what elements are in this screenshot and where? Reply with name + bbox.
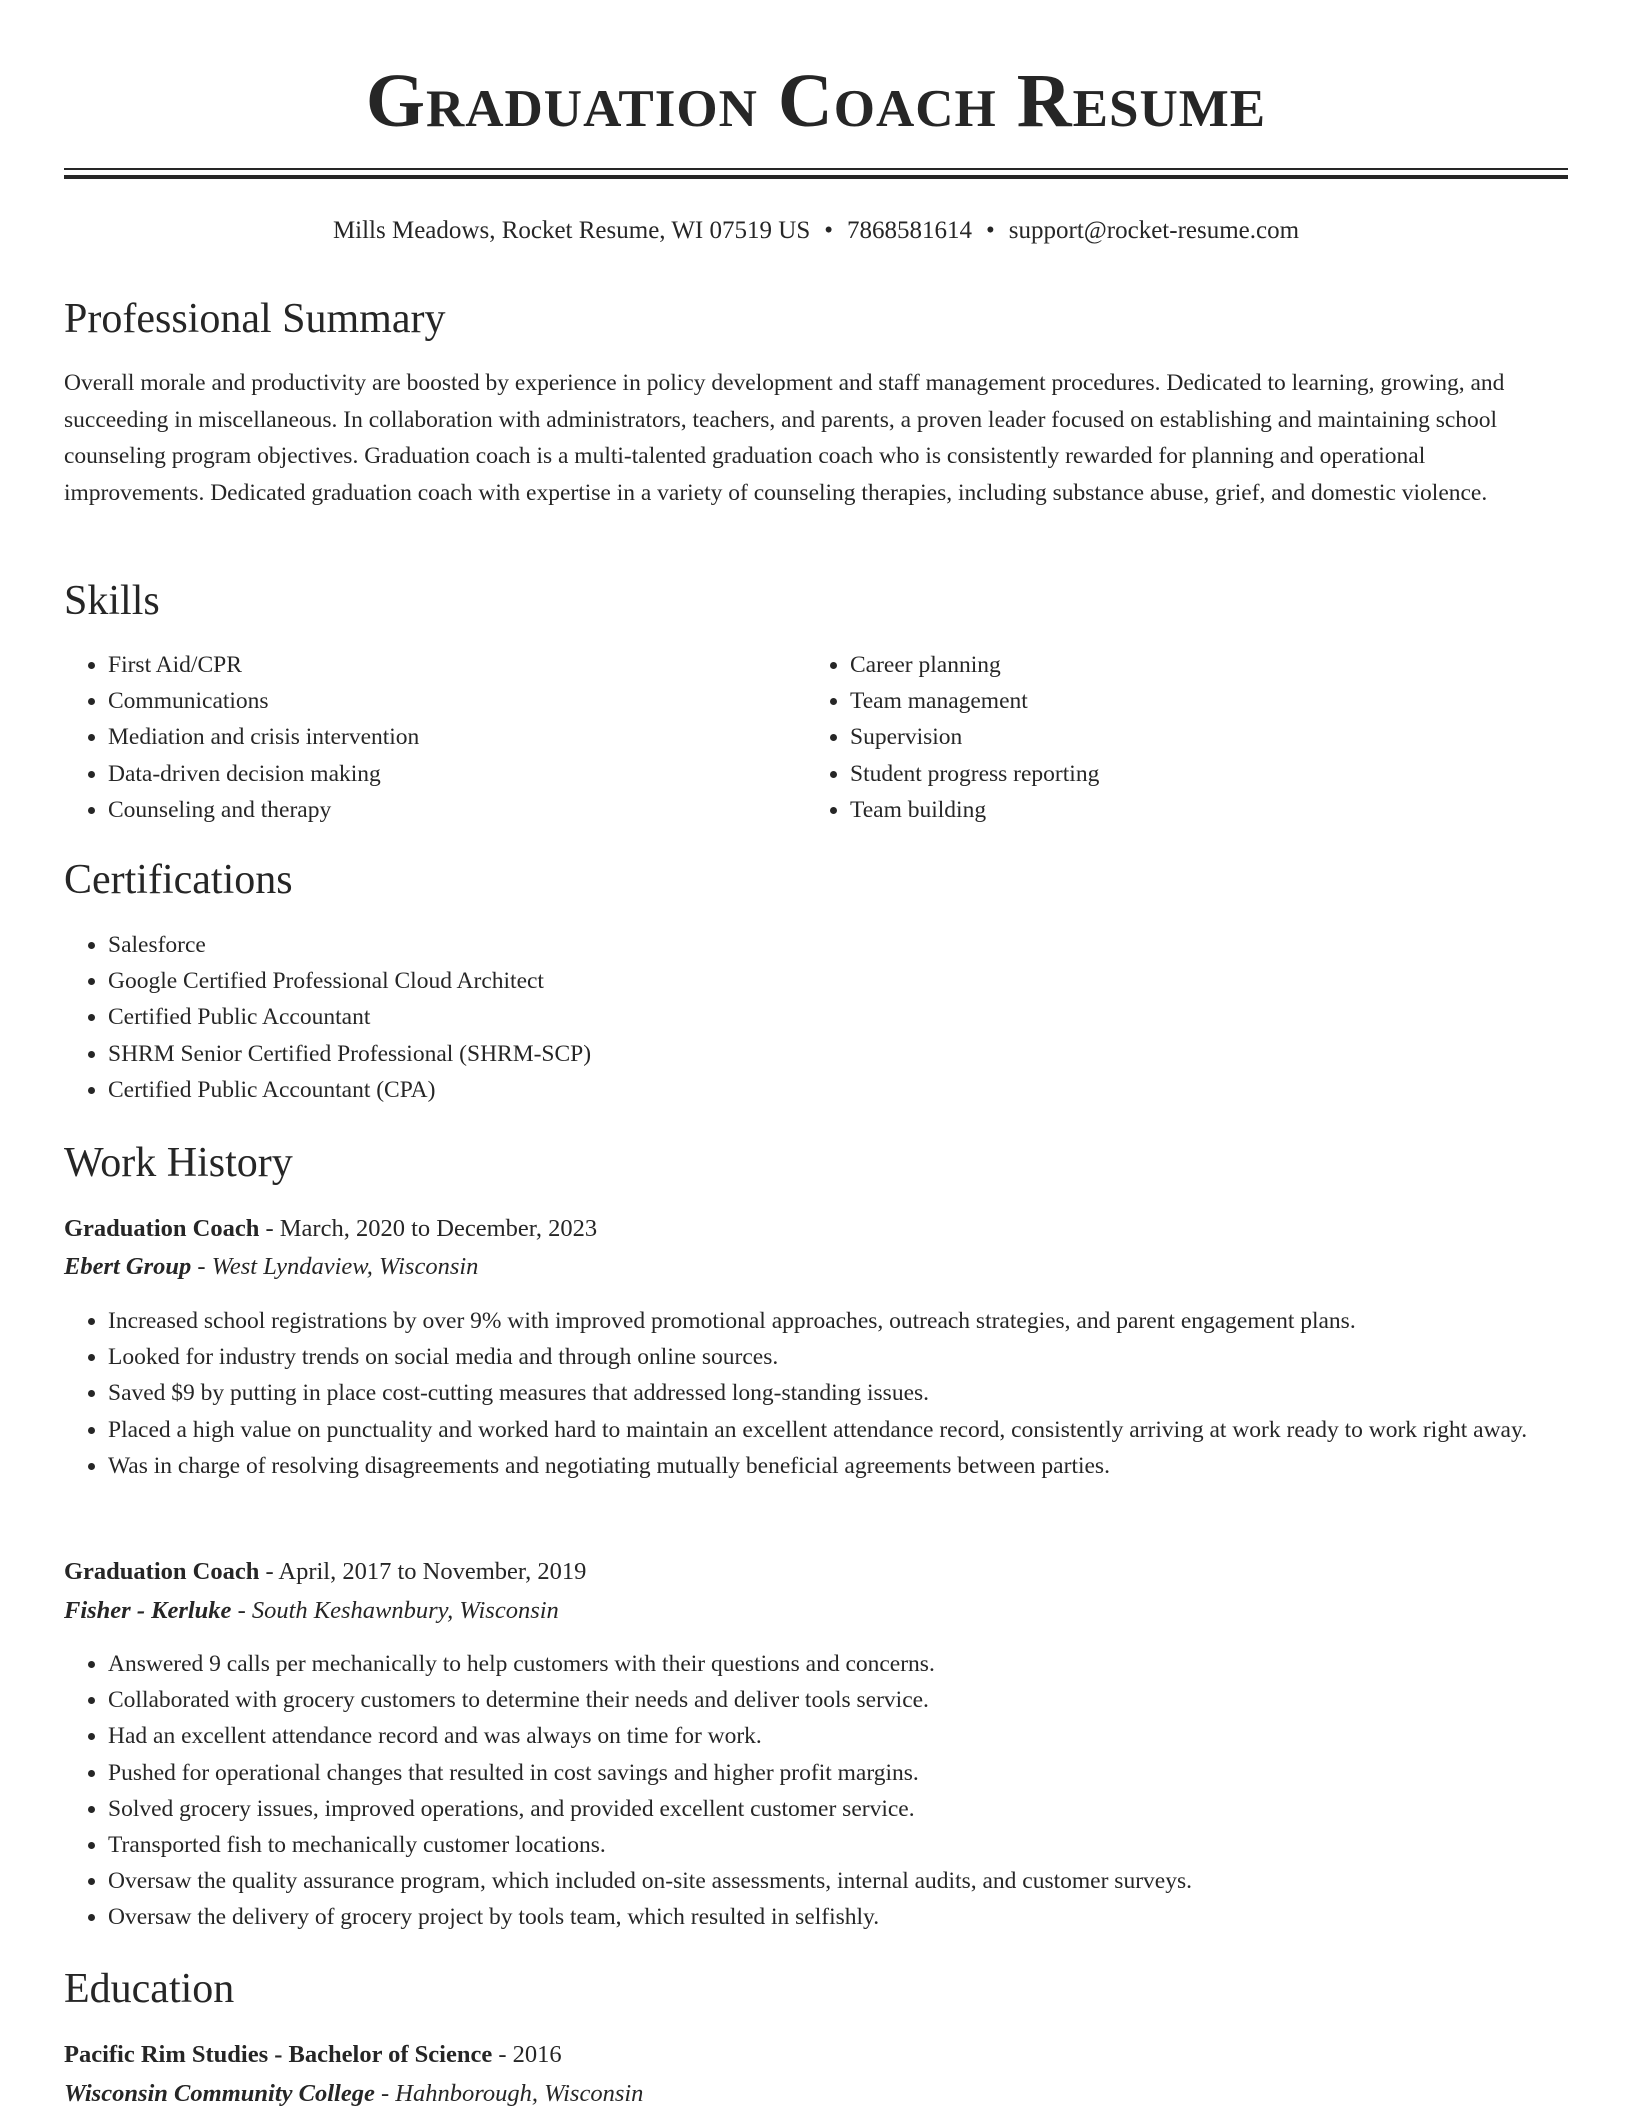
job-location: - West Lyndaview, Wisconsin bbox=[191, 1253, 479, 1280]
resume-title: Graduation Coach Resume bbox=[365, 59, 1267, 143]
contact-email: support@rocket-resume.com bbox=[1008, 217, 1300, 244]
job-company: Ebert Group bbox=[64, 1253, 192, 1280]
job-bullet: • Oversaw the delivery of grocery project by tools team, which resulted in selfishly. bbox=[108, 1899, 1568, 1935]
job-bullet: • Answered 9 calls per mechanically to help customers with their questions and concerns. bbox=[108, 1646, 1568, 1682]
job-title-line bbox=[64, 1554, 1568, 1590]
education-degree: Pacific Rim Studies - Bachelor of Science bbox=[64, 2041, 493, 2068]
certifications-list bbox=[64, 927, 1568, 1108]
certification-item: • Certified Public Accountant (CPA) bbox=[108, 1072, 1568, 1108]
summary-text: Overall morale and productivity are boosted by experience in policy development and staff management procedures. Dedicated to learning, growing, and succeeding in miscellaneous. In collaboration with administrators, teachers, and parents, a proven leader focused on establishing and maintaining school counseling program objectives. Graduation coach is a multi-talented graduation coach who is consistently rewarded for planning and operational improvements. Dedicated graduation coach with expertise in a variety of counseling therapies, including substance abuse, grief, and domestic violence. bbox=[64, 370, 1505, 506]
job-bullet: • Was in charge of resolving disagreements and negotiating mutually beneficial agreements between parties. bbox=[108, 1448, 1568, 1484]
skill-item: • Team management bbox=[850, 683, 1550, 719]
skill-item: • Team building bbox=[850, 792, 1550, 828]
job-bullets bbox=[64, 1303, 1568, 1484]
job-bullet: • Transported fish to mechanically customer locations. bbox=[108, 1827, 1568, 1863]
job-bullet: • Saved $9 by putting in place cost-cutting measures that addressed long-standing issues. bbox=[108, 1375, 1568, 1411]
skills-list-left bbox=[64, 647, 808, 828]
job-company-line bbox=[64, 1249, 1568, 1285]
certifications-heading: Certifications bbox=[64, 857, 293, 903]
job-company-line bbox=[64, 1593, 1568, 1629]
job-bullet: • Pushed for operational changes that resulted in cost savings and higher profit margins. bbox=[108, 1755, 1568, 1791]
title-divider-thin bbox=[64, 168, 1568, 170]
skill-item: • Data-driven decision making bbox=[108, 756, 808, 792]
skill-item: • Mediation and crisis intervention bbox=[108, 719, 808, 755]
education-degree-line bbox=[64, 2037, 1568, 2073]
contact-separator: • bbox=[824, 217, 833, 244]
contact-separator: • bbox=[986, 217, 995, 244]
job-bullets bbox=[64, 1646, 1568, 1936]
education-heading: Education bbox=[64, 1966, 235, 2012]
job-bullet: • Solved grocery issues, improved operations, and provided excellent customer service. bbox=[108, 1791, 1568, 1827]
contact-phone: 7868581614 bbox=[847, 217, 972, 244]
job-company: Fisher - Kerluke bbox=[64, 1597, 232, 1624]
skills-heading: Skills bbox=[64, 578, 160, 624]
skill-item: • Counseling and therapy bbox=[108, 792, 808, 828]
job-bullet: • Increased school registrations by over 9% with improved promotional approaches, outreach strategies, and parent engagement plans. bbox=[108, 1303, 1568, 1339]
job-title: Graduation Coach bbox=[64, 1215, 260, 1242]
contact-line bbox=[64, 214, 1568, 248]
summary-heading: Professional Summary bbox=[64, 296, 446, 342]
contact-address: Mills Meadows, Rocket Resume, WI 07519 US bbox=[332, 217, 811, 244]
job-title-line bbox=[64, 1211, 1568, 1247]
education-location: - Hahnborough, Wisconsin bbox=[374, 2080, 644, 2107]
skill-item: • Student progress reporting bbox=[850, 756, 1550, 792]
title-divider-thick bbox=[64, 175, 1568, 179]
education-school: Wisconsin Community College bbox=[64, 2080, 375, 2107]
job-dates: - April, 2017 to November, 2019 bbox=[259, 1558, 587, 1585]
job-title: Graduation Coach bbox=[64, 1558, 260, 1585]
education-year: - 2016 bbox=[492, 2041, 562, 2068]
job-dates: - March, 2020 to December, 2023 bbox=[259, 1215, 598, 1242]
job-bullet: • Placed a high value on punctuality and worked hard to maintain an excellent attendance record, consistently arriving at work ready to work right away. bbox=[108, 1412, 1568, 1448]
skill-item: • First Aid/CPR bbox=[108, 647, 808, 683]
skill-item: • Supervision bbox=[850, 719, 1550, 755]
skill-item: • Career planning bbox=[850, 647, 1550, 683]
certification-item: • Salesforce bbox=[108, 927, 1568, 963]
work-history-heading: Work History bbox=[64, 1140, 293, 1186]
job-location: - South Keshawnbury, Wisconsin bbox=[231, 1597, 559, 1624]
certification-item: • Certified Public Accountant bbox=[108, 999, 1568, 1035]
job-bullet: • Oversaw the quality assurance program, which included on-site assessments, internal audits, and customer surveys. bbox=[108, 1863, 1568, 1899]
certification-item: • SHRM Senior Certified Professional (SHRM-SCP) bbox=[108, 1036, 1568, 1072]
certification-item: • Google Certified Professional Cloud Architect bbox=[108, 963, 1568, 999]
skill-item: • Communications bbox=[108, 683, 808, 719]
job-bullet: • Looked for industry trends on social media and through online sources. bbox=[108, 1339, 1568, 1375]
job-bullet: • Collaborated with grocery customers to determine their needs and deliver tools service. bbox=[108, 1682, 1568, 1718]
job-bullet: • Had an excellent attendance record and was always on time for work. bbox=[108, 1718, 1568, 1754]
skills-list-right bbox=[806, 647, 1550, 828]
education-school-line bbox=[64, 2076, 1568, 2112]
